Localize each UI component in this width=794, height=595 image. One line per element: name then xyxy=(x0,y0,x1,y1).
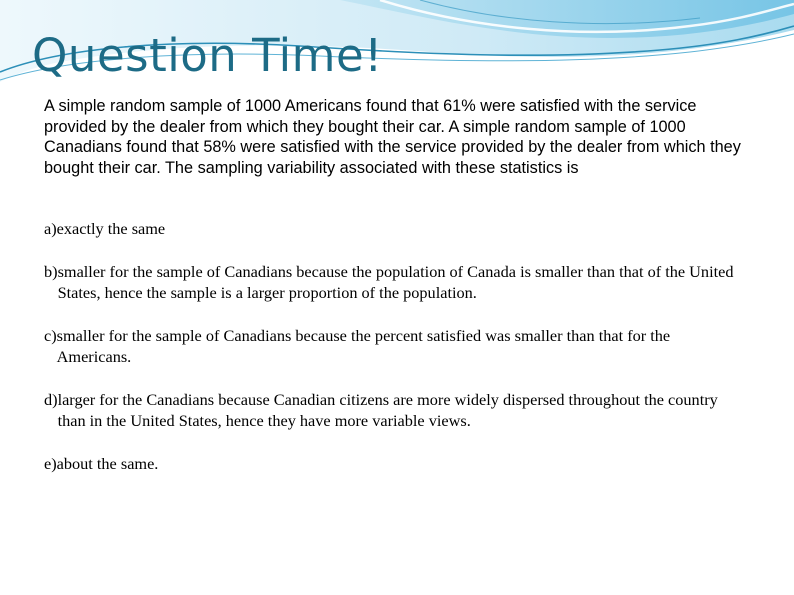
option-d xyxy=(44,389,744,432)
option-e-text xyxy=(57,453,744,475)
answer-options xyxy=(44,218,744,474)
option-b-text-value: smaller for the sample of Canadians because the population of Canada is smaller than that of the United States, hence the sample is a larger proportion of the population. xyxy=(57,261,734,302)
option-c xyxy=(44,325,744,368)
option-e-text-value: about the same. xyxy=(56,453,159,473)
option-a-text xyxy=(57,218,744,240)
option-c-text-value: smaller for the sample of Canadians because the percent satisfied was smaller than that for the Americans. xyxy=(56,325,671,366)
option-e xyxy=(44,453,744,475)
question-text: A simple random sample of 1000 Americans found that 61% were satisfied with the service provided by the dealer from which they bought their car. A simple random sample of 1000 Canadians found that 58% were satisfied with the service provided by the dealer from which they bought their car. The sampling variability associated with these statistics is xyxy=(44,97,741,177)
option-a-letter: a) xyxy=(44,219,57,238)
option-a-text-value: exactly the same xyxy=(56,219,166,238)
option-a xyxy=(44,218,744,240)
option-b-text xyxy=(58,261,744,304)
slide-title: Question Time! xyxy=(32,29,383,82)
option-b xyxy=(44,261,744,304)
option-b-letter: b) xyxy=(44,261,58,281)
option-c-text xyxy=(57,325,744,368)
option-c-letter: c) xyxy=(44,325,57,345)
option-e-letter: e) xyxy=(44,453,57,473)
option-d-text xyxy=(58,389,744,432)
option-d-letter: d) xyxy=(44,389,58,409)
option-d-text-value: larger for the Canadians because Canadian citizens are more widely dispersed throughout the country than in the United States, hence they have more variable views. xyxy=(57,389,718,430)
